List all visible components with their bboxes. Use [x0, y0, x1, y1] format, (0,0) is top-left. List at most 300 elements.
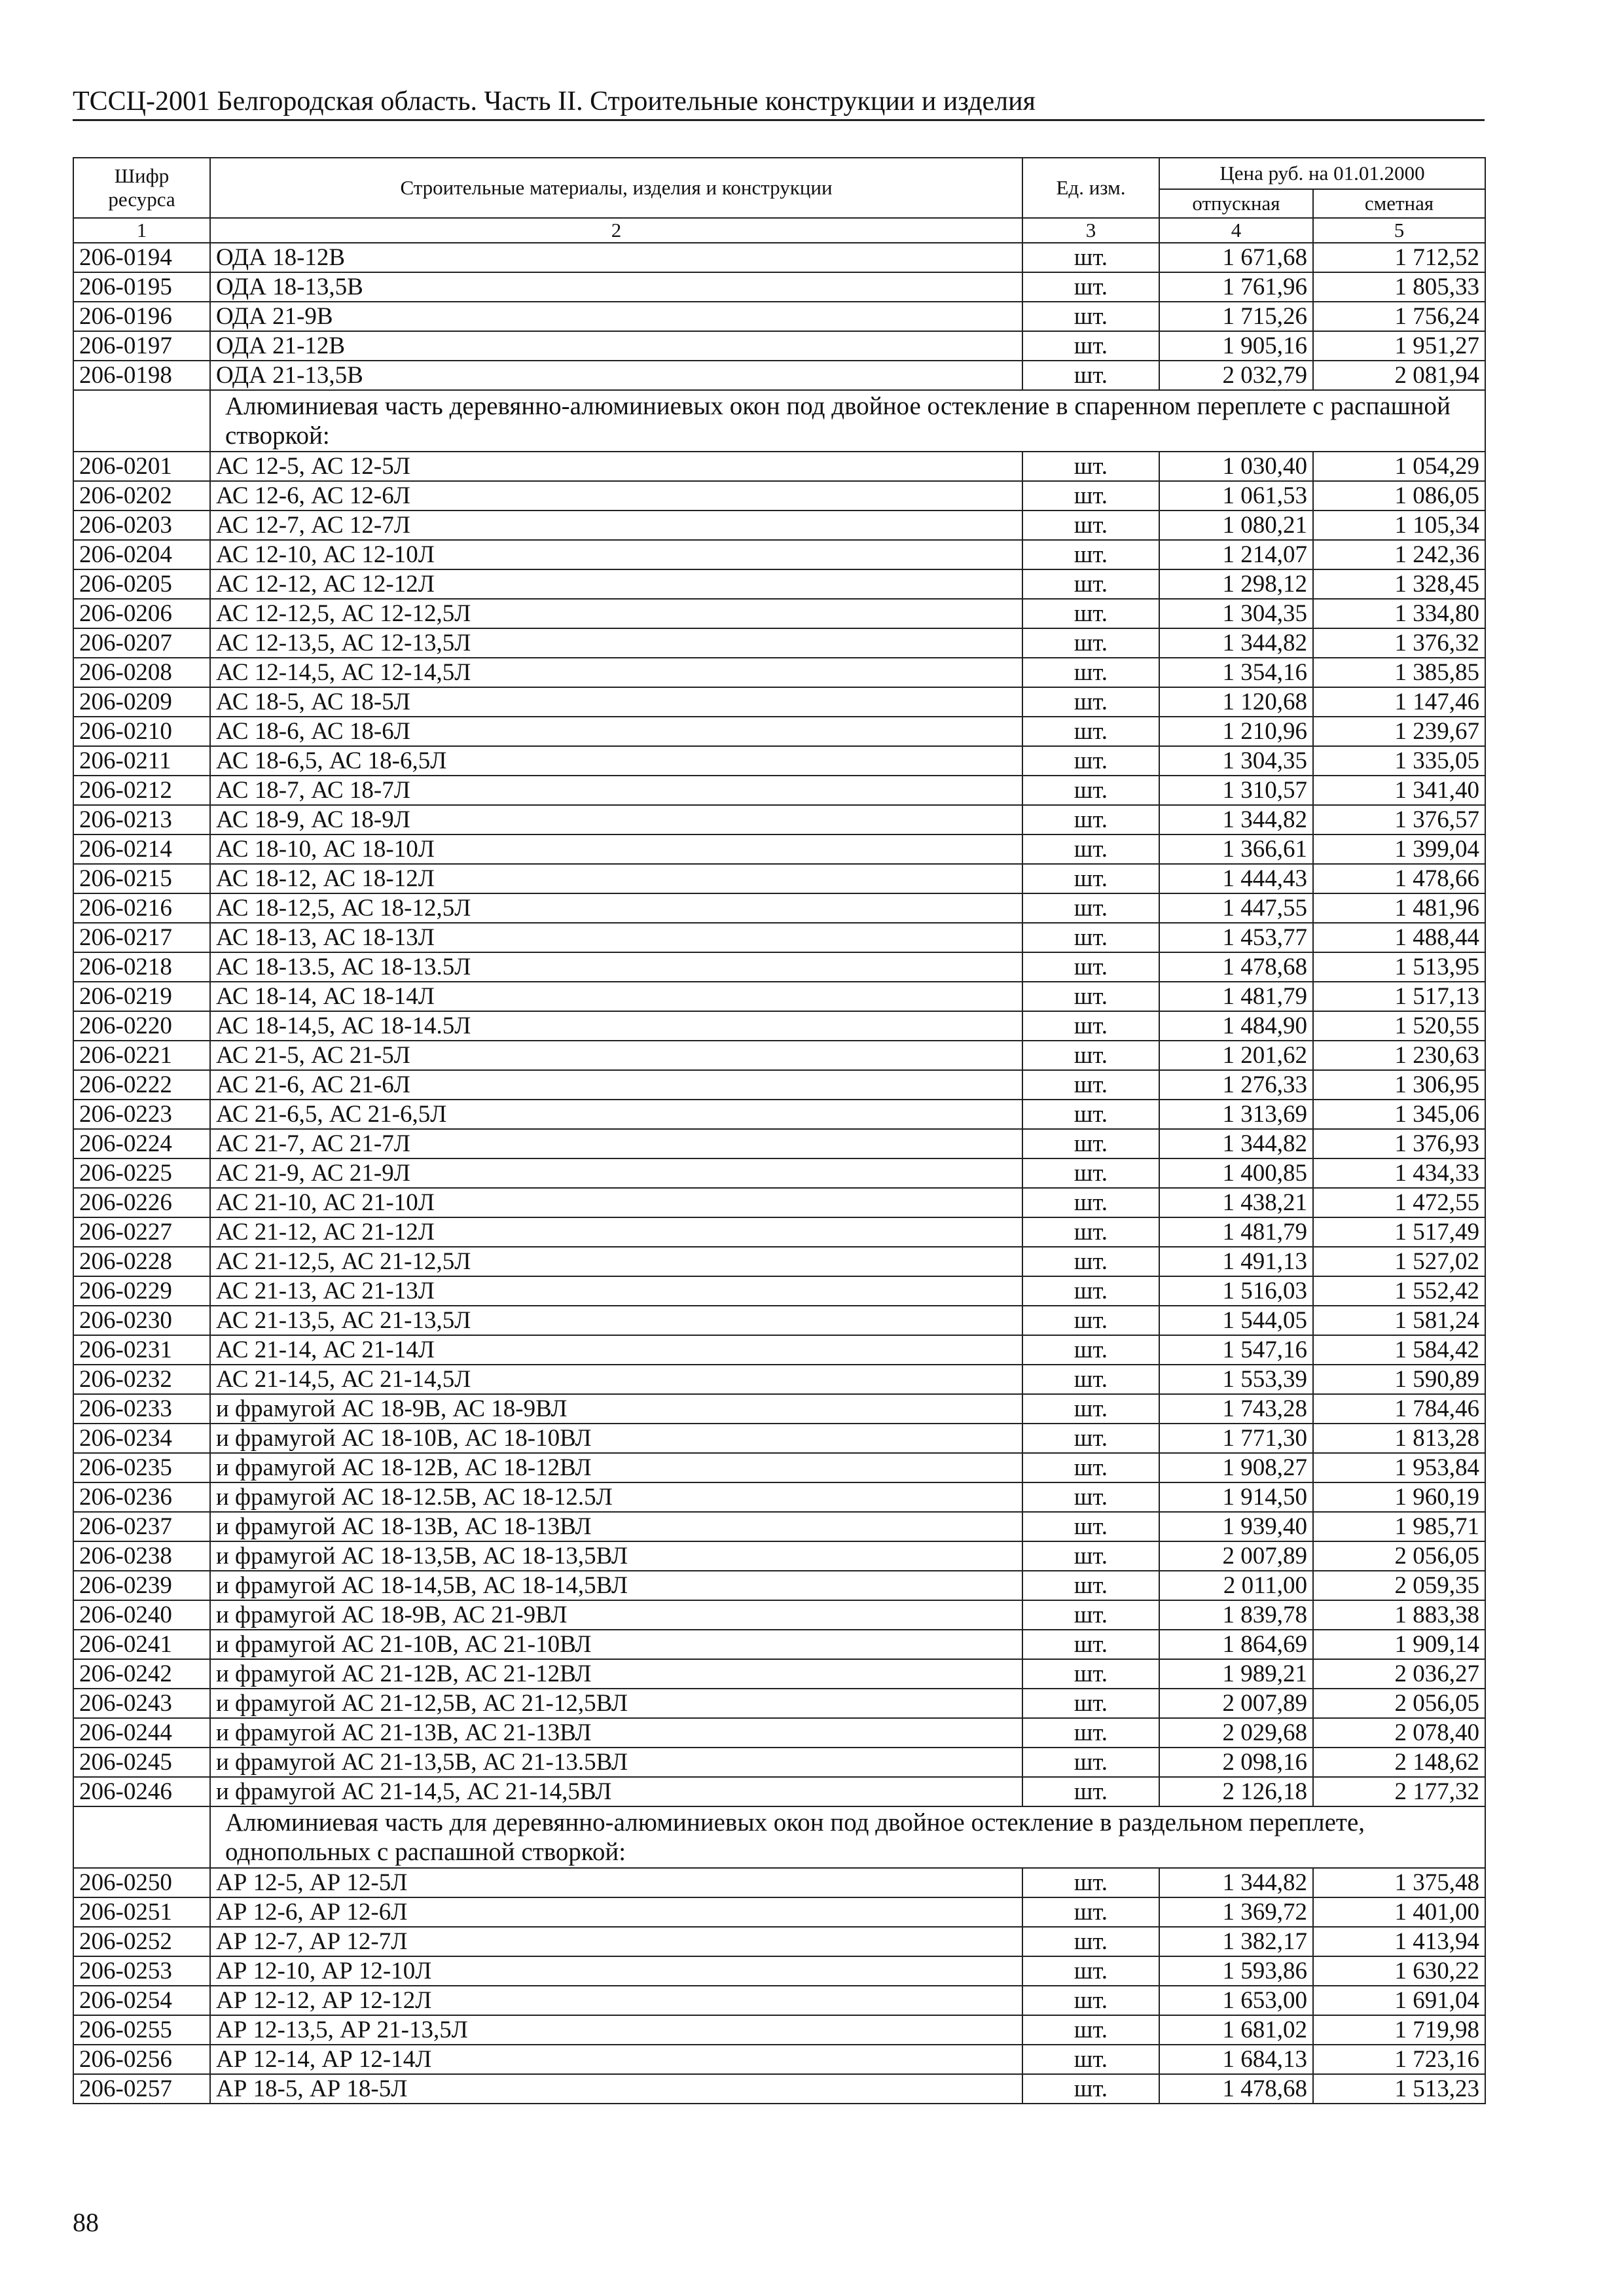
resource-code: 206-0204 [73, 540, 210, 569]
table-row [73, 1689, 1485, 1718]
unit: шт. [1022, 1129, 1159, 1158]
release-price: 1 201,62 [1159, 1041, 1313, 1070]
release-price: 1 276,33 [1159, 1070, 1313, 1100]
item-name: и фрамугой АС 21-14,5, АС 21-14,5ВЛ [210, 1777, 1022, 1806]
item-name: и фрамугой АС 18-9В, АС 18-9ВЛ [210, 1394, 1022, 1424]
column-number-row [73, 218, 1485, 243]
table-row [73, 1217, 1485, 1247]
table-row [73, 1394, 1485, 1424]
table-row [73, 1897, 1485, 1927]
release-price: 1 715,26 [1159, 302, 1313, 331]
estimate-price: 1 985,71 [1313, 1512, 1485, 1541]
estimate-price-header: сметная [1313, 189, 1485, 218]
unit: шт. [1022, 658, 1159, 687]
resource-code: 206-0203 [73, 511, 210, 540]
unit: шт. [1022, 746, 1159, 776]
release-price: 1 481,79 [1159, 982, 1313, 1011]
resource-code: 206-0194 [73, 243, 210, 272]
unit: шт. [1022, 1453, 1159, 1482]
resource-code: 206-0231 [73, 1335, 210, 1365]
estimate-price: 1 909,14 [1313, 1630, 1485, 1659]
unit: шт. [1022, 923, 1159, 952]
release-price: 1 478,68 [1159, 2074, 1313, 2104]
table-row [73, 776, 1485, 805]
item-name: АС 18-12, АС 18-12Л [210, 864, 1022, 893]
table-row [73, 1247, 1485, 1276]
item-name: АС 21-13,5, АС 21-13,5Л [210, 1306, 1022, 1335]
resource-code: 206-0245 [73, 1748, 210, 1777]
release-price: 1 313,69 [1159, 1100, 1313, 1129]
table-row [73, 452, 1485, 481]
item-name: АС 18-6,5, АС 18-6,5Л [210, 746, 1022, 776]
unit: шт. [1022, 864, 1159, 893]
page-number: 88 [73, 2208, 99, 2237]
table-row [73, 1276, 1485, 1306]
item-name: и фрамугой АС 21-12,5В, АС 21-12,5ВЛ [210, 1689, 1022, 1718]
item-name: и фрамугой АС 18-14,5В, АС 18-14,5ВЛ [210, 1571, 1022, 1600]
release-price: 1 484,90 [1159, 1011, 1313, 1041]
table-row [73, 540, 1485, 569]
item-name: АС 21-14,5, АС 21-14,5Л [210, 1365, 1022, 1394]
estimate-price: 2 056,05 [1313, 1541, 1485, 1571]
item-name: АС 21-7, АС 21-7Л [210, 1129, 1022, 1158]
resource-code: 206-0212 [73, 776, 210, 805]
release-price: 1 400,85 [1159, 1158, 1313, 1188]
table-row [73, 1011, 1485, 1041]
unit: шт. [1022, 540, 1159, 569]
release-price: 1 547,16 [1159, 1335, 1313, 1365]
estimate-price: 1 527,02 [1313, 1247, 1485, 1276]
estimate-price: 1 691,04 [1313, 1986, 1485, 2015]
item-name: АР 12-6, АР 12-6Л [210, 1897, 1022, 1927]
release-price: 1 544,05 [1159, 1306, 1313, 1335]
resource-code: 206-0254 [73, 1986, 210, 2015]
estimate-price: 2 177,32 [1313, 1777, 1485, 1806]
unit: шт. [1022, 1188, 1159, 1217]
estimate-price: 1 478,66 [1313, 864, 1485, 893]
item-name: АС 21-12, АС 21-12Л [210, 1217, 1022, 1247]
table-row [73, 511, 1485, 540]
name-header: Строительные материалы, изделия и конструкции [210, 158, 1022, 218]
table-row [73, 687, 1485, 717]
release-price: 1 354,16 [1159, 658, 1313, 687]
release-price: 1 839,78 [1159, 1600, 1313, 1630]
estimate-price: 2 148,62 [1313, 1748, 1485, 1777]
release-price: 1 369,72 [1159, 1897, 1313, 1927]
table-row [73, 1306, 1485, 1335]
release-price: 1 939,40 [1159, 1512, 1313, 1541]
column-number: 3 [1022, 218, 1159, 243]
resource-code: 206-0252 [73, 1927, 210, 1956]
resource-code: 206-0226 [73, 1188, 210, 1217]
unit: шт. [1022, 511, 1159, 540]
resource-code: 206-0240 [73, 1600, 210, 1630]
item-name: АС 18-5, АС 18-5Л [210, 687, 1022, 717]
item-name: и фрамугой АС 18-13В, АС 18-13ВЛ [210, 1512, 1022, 1541]
item-name: АС 21-14, АС 21-14Л [210, 1335, 1022, 1365]
item-name: АС 21-13, АС 21-13Л [210, 1276, 1022, 1306]
item-name: АС 21-6,5, АС 21-6,5Л [210, 1100, 1022, 1129]
estimate-price: 1 230,63 [1313, 1041, 1485, 1070]
resource-code: 206-0195 [73, 272, 210, 302]
table-row [73, 302, 1485, 331]
unit: шт. [1022, 893, 1159, 923]
estimate-price: 1 054,29 [1313, 452, 1485, 481]
resource-code: 206-0210 [73, 717, 210, 746]
estimate-price: 1 341,40 [1313, 776, 1485, 805]
release-price: 1 344,82 [1159, 1868, 1313, 1897]
unit: шт. [1022, 481, 1159, 511]
item-name: АР 12-5, АР 12-5Л [210, 1868, 1022, 1897]
resource-code: 206-0225 [73, 1158, 210, 1188]
unit: шт. [1022, 1424, 1159, 1453]
table-row [73, 952, 1485, 982]
estimate-price: 1 376,57 [1313, 805, 1485, 834]
estimate-price: 1 242,36 [1313, 540, 1485, 569]
release-price: 1 553,39 [1159, 1365, 1313, 1394]
resource-code: 206-0224 [73, 1129, 210, 1158]
table-row [73, 1100, 1485, 1129]
release-price: 1 653,00 [1159, 1986, 1313, 2015]
title-divider [73, 119, 1485, 121]
item-name: и фрамугой АС 21-13,5В, АС 21-13.5ВЛ [210, 1748, 1022, 1777]
table-row [73, 2015, 1485, 2045]
item-name: и фрамугой АС 18-13,5В, АС 18-13,5ВЛ [210, 1541, 1022, 1571]
resource-code: 206-0216 [73, 893, 210, 923]
resource-code: 206-0215 [73, 864, 210, 893]
resource-code: 206-0207 [73, 628, 210, 658]
unit: шт. [1022, 452, 1159, 481]
unit: шт. [1022, 272, 1159, 302]
column-number: 5 [1313, 218, 1485, 243]
table-row [73, 361, 1485, 390]
estimate-price: 1 401,00 [1313, 1897, 1485, 1927]
estimate-price: 2 081,94 [1313, 361, 1485, 390]
estimate-price: 1 951,27 [1313, 331, 1485, 361]
resource-code: 206-0256 [73, 2045, 210, 2074]
table-row [73, 243, 1485, 272]
estimate-price: 1 590,89 [1313, 1365, 1485, 1394]
table-row [73, 834, 1485, 864]
item-name: АР 12-12, АР 12-12Л [210, 1986, 1022, 2015]
unit: шт. [1022, 569, 1159, 599]
unit: шт. [1022, 687, 1159, 717]
estimate-price: 1 552,42 [1313, 1276, 1485, 1306]
release-price: 1 366,61 [1159, 834, 1313, 864]
resource-code: 206-0241 [73, 1630, 210, 1659]
item-name: АС 18-10, АС 18-10Л [210, 834, 1022, 864]
table-row [73, 569, 1485, 599]
table-row [73, 746, 1485, 776]
unit: шт. [1022, 1217, 1159, 1247]
item-name: АС 18-13.5, АС 18-13.5Л [210, 952, 1022, 982]
release-price: 1 516,03 [1159, 1276, 1313, 1306]
item-name: ОДА 18-13,5В [210, 272, 1022, 302]
release-price: 1 304,35 [1159, 599, 1313, 628]
release-price: 1 061,53 [1159, 481, 1313, 511]
item-name: АС 21-12,5, АС 21-12,5Л [210, 1247, 1022, 1276]
item-name: ОДА 21-12В [210, 331, 1022, 361]
item-name: ОДА 18-12В [210, 243, 1022, 272]
resource-code: 206-0234 [73, 1424, 210, 1453]
estimate-price: 1 434,33 [1313, 1158, 1485, 1188]
resource-code: 206-0201 [73, 452, 210, 481]
item-name: АС 21-9, АС 21-9Л [210, 1158, 1022, 1188]
release-price: 1 478,68 [1159, 952, 1313, 982]
item-name: АС 12-12, АС 12-12Л [210, 569, 1022, 599]
release-price: 2 126,18 [1159, 1777, 1313, 1806]
table-row [73, 1868, 1485, 1897]
resource-code: 206-0255 [73, 2015, 210, 2045]
unit: шт. [1022, 1659, 1159, 1689]
table-row [73, 1453, 1485, 1482]
unit: шт. [1022, 1335, 1159, 1365]
price-table [73, 157, 1486, 2104]
table-row [73, 1188, 1485, 1217]
item-name: АС 12-6, АС 12-6Л [210, 481, 1022, 511]
section-row [73, 1806, 1485, 1868]
page-title: ТССЦ-2001 Белгородская область. Часть II. Строительные конструкции и изделия [73, 86, 1036, 117]
unit: шт. [1022, 1011, 1159, 1041]
release-price: 1 444,43 [1159, 864, 1313, 893]
unit: шт. [1022, 2015, 1159, 2045]
unit: шт. [1022, 1986, 1159, 2015]
unit: шт. [1022, 361, 1159, 390]
table-row [73, 658, 1485, 687]
estimate-price: 1 712,52 [1313, 243, 1485, 272]
estimate-price: 1 375,48 [1313, 1868, 1485, 1897]
item-name: ОДА 21-13,5В [210, 361, 1022, 390]
estimate-price: 2 036,27 [1313, 1659, 1485, 1689]
item-name: и фрамугой АС 21-12В, АС 21-12ВЛ [210, 1659, 1022, 1689]
resource-code: 206-0251 [73, 1897, 210, 1927]
release-price: 1 120,68 [1159, 687, 1313, 717]
unit: шт. [1022, 1306, 1159, 1335]
estimate-price: 1 630,22 [1313, 1956, 1485, 1986]
unit: шт. [1022, 2074, 1159, 2104]
release-price: 1 908,27 [1159, 1453, 1313, 1482]
release-price: 1 914,50 [1159, 1482, 1313, 1512]
unit: шт. [1022, 1482, 1159, 1512]
unit: шт. [1022, 1541, 1159, 1571]
estimate-price: 1 719,98 [1313, 2015, 1485, 2045]
resource-code: 206-0228 [73, 1247, 210, 1276]
unit: шт. [1022, 1276, 1159, 1306]
unit: шт. [1022, 331, 1159, 361]
estimate-price: 1 385,85 [1313, 658, 1485, 687]
unit: шт. [1022, 952, 1159, 982]
unit: шт. [1022, 628, 1159, 658]
table-row [73, 1512, 1485, 1541]
table-row [73, 2045, 1485, 2074]
release-price: 1 304,35 [1159, 746, 1313, 776]
column-number: 2 [210, 218, 1022, 243]
table-row [73, 2074, 1485, 2104]
resource-code: 206-0208 [73, 658, 210, 687]
table-row [73, 982, 1485, 1011]
unit: шт. [1022, 1600, 1159, 1630]
code-header: Шифр ресурса [73, 158, 210, 218]
item-name: и фрамугой АС 18-12В, АС 18-12ВЛ [210, 1453, 1022, 1482]
estimate-price: 1 805,33 [1313, 272, 1485, 302]
table-row [73, 1571, 1485, 1600]
unit: шт. [1022, 1247, 1159, 1276]
resource-code: 206-0198 [73, 361, 210, 390]
release-price: 1 080,21 [1159, 511, 1313, 540]
unit: шт. [1022, 834, 1159, 864]
item-name: и фрамугой АС 18-9В, АС 21-9ВЛ [210, 1600, 1022, 1630]
unit: шт. [1022, 1512, 1159, 1541]
unit: шт. [1022, 982, 1159, 1011]
table-row [73, 923, 1485, 952]
item-name: АС 18-6, АС 18-6Л [210, 717, 1022, 746]
estimate-price: 1 584,42 [1313, 1335, 1485, 1365]
item-name: АС 21-6, АС 21-6Л [210, 1070, 1022, 1100]
table-row [73, 481, 1485, 511]
release-price: 1 453,77 [1159, 923, 1313, 952]
estimate-price: 1 756,24 [1313, 302, 1485, 331]
release-price: 2 011,00 [1159, 1571, 1313, 1600]
resource-code: 206-0196 [73, 302, 210, 331]
estimate-price: 1 813,28 [1313, 1424, 1485, 1453]
release-price: 1 864,69 [1159, 1630, 1313, 1659]
release-price: 1 344,82 [1159, 628, 1313, 658]
estimate-price: 1 399,04 [1313, 834, 1485, 864]
estimate-price: 1 334,80 [1313, 599, 1485, 628]
resource-code: 206-0223 [73, 1100, 210, 1129]
column-number: 1 [73, 218, 210, 243]
unit: шт. [1022, 1868, 1159, 1897]
resource-code: 206-0197 [73, 331, 210, 361]
resource-code: 206-0211 [73, 746, 210, 776]
table-row [73, 893, 1485, 923]
item-name: и фрамугой АС 21-10В, АС 21-10ВЛ [210, 1630, 1022, 1659]
section-code-cell [73, 390, 210, 452]
estimate-price: 1 105,34 [1313, 511, 1485, 540]
release-price: 1 214,07 [1159, 540, 1313, 569]
unit: шт. [1022, 1365, 1159, 1394]
release-price: 1 344,82 [1159, 805, 1313, 834]
resource-code: 206-0242 [73, 1659, 210, 1689]
table-row [73, 1718, 1485, 1748]
resource-code: 206-0217 [73, 923, 210, 952]
estimate-price: 1 481,96 [1313, 893, 1485, 923]
unit: шт. [1022, 1158, 1159, 1188]
table-row [73, 1129, 1485, 1158]
release-price: 2 098,16 [1159, 1748, 1313, 1777]
resource-code: 206-0238 [73, 1541, 210, 1571]
estimate-price: 2 059,35 [1313, 1571, 1485, 1600]
estimate-price: 1 147,46 [1313, 687, 1485, 717]
estimate-price: 1 513,95 [1313, 952, 1485, 982]
table-row [73, 272, 1485, 302]
item-name: АС 18-14, АС 18-14Л [210, 982, 1022, 1011]
unit: шт. [1022, 599, 1159, 628]
unit: шт. [1022, 1100, 1159, 1129]
estimate-price: 2 056,05 [1313, 1689, 1485, 1718]
table-row [73, 1365, 1485, 1394]
item-name: АС 18-7, АС 18-7Л [210, 776, 1022, 805]
resource-code: 206-0221 [73, 1041, 210, 1070]
release-price: 1 030,40 [1159, 452, 1313, 481]
table-row [73, 1659, 1485, 1689]
resource-code: 206-0219 [73, 982, 210, 1011]
item-name: АС 18-14,5, АС 18-14.5Л [210, 1011, 1022, 1041]
item-name: АС 21-5, АС 21-5Л [210, 1041, 1022, 1070]
resource-code: 206-0233 [73, 1394, 210, 1424]
release-price: 2 007,89 [1159, 1541, 1313, 1571]
release-price: 1 671,68 [1159, 243, 1313, 272]
estimate-price: 1 413,94 [1313, 1927, 1485, 1956]
resource-code: 206-0232 [73, 1365, 210, 1394]
unit: шт. [1022, 1748, 1159, 1777]
table-row [73, 864, 1485, 893]
unit: шт. [1022, 1897, 1159, 1927]
release-price: 2 029,68 [1159, 1718, 1313, 1748]
table-row [73, 1600, 1485, 1630]
estimate-price: 1 239,67 [1313, 717, 1485, 746]
resource-code: 206-0205 [73, 569, 210, 599]
unit: шт. [1022, 2045, 1159, 2074]
resource-code: 206-0236 [73, 1482, 210, 1512]
resource-code: 206-0229 [73, 1276, 210, 1306]
estimate-price: 1 328,45 [1313, 569, 1485, 599]
unit: шт. [1022, 1956, 1159, 1986]
estimate-price: 1 376,93 [1313, 1129, 1485, 1158]
resource-code: 206-0214 [73, 834, 210, 864]
unit: шт. [1022, 1689, 1159, 1718]
estimate-price: 1 086,05 [1313, 481, 1485, 511]
header-row [73, 158, 1485, 189]
estimate-price: 1 488,44 [1313, 923, 1485, 952]
item-name: АС 12-13,5, АС 12-13,5Л [210, 628, 1022, 658]
table-row [73, 628, 1485, 658]
table-row [73, 1986, 1485, 2015]
resource-code: 206-0244 [73, 1718, 210, 1748]
estimate-price: 1 472,55 [1313, 1188, 1485, 1217]
unit: шт. [1022, 1571, 1159, 1600]
table-row [73, 1748, 1485, 1777]
estimate-price: 1 723,16 [1313, 2045, 1485, 2074]
table-row [73, 805, 1485, 834]
item-name: АС 12-12,5, АС 12-12,5Л [210, 599, 1022, 628]
release-price: 2 007,89 [1159, 1689, 1313, 1718]
unit: шт. [1022, 1041, 1159, 1070]
table-row [73, 1335, 1485, 1365]
resource-code: 206-0250 [73, 1868, 210, 1897]
estimate-price: 1 517,49 [1313, 1217, 1485, 1247]
item-name: АР 18-5, АР 18-5Л [210, 2074, 1022, 2104]
resource-code: 206-0239 [73, 1571, 210, 1600]
table-row [73, 599, 1485, 628]
estimate-price: 1 953,84 [1313, 1453, 1485, 1482]
resource-code: 206-0253 [73, 1956, 210, 1986]
resource-code: 206-0209 [73, 687, 210, 717]
price-group-header: Цена руб. на 01.01.2000 [1159, 158, 1485, 189]
item-name: и фрамугой АС 18-10В, АС 18-10ВЛ [210, 1424, 1022, 1453]
release-price: 1 491,13 [1159, 1247, 1313, 1276]
item-name: АС 12-5, АС 12-5Л [210, 452, 1022, 481]
item-name: АС 18-9, АС 18-9Л [210, 805, 1022, 834]
unit: шт. [1022, 776, 1159, 805]
resource-code: 206-0213 [73, 805, 210, 834]
release-price: 1 743,28 [1159, 1394, 1313, 1424]
item-name: АС 12-10, АС 12-10Л [210, 540, 1022, 569]
release-price: 1 310,57 [1159, 776, 1313, 805]
unit: шт. [1022, 1927, 1159, 1956]
release-price: 1 761,96 [1159, 272, 1313, 302]
item-name: и фрамугой АС 21-13В, АС 21-13ВЛ [210, 1718, 1022, 1748]
